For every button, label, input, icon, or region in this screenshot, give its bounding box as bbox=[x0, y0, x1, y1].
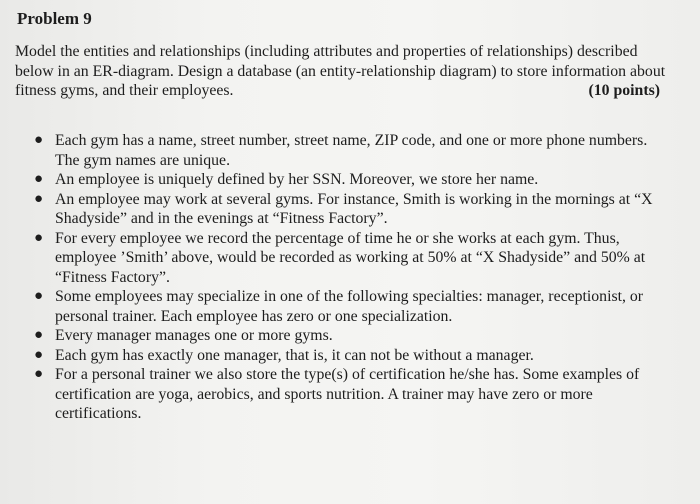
list-item bbox=[0, 170, 700, 190]
points-label: (10 points) bbox=[588, 82, 660, 99]
list-item bbox=[0, 287, 700, 326]
list-item-text: Each gym has exactly one manager, that is, it can not be without a manager. bbox=[55, 346, 534, 364]
problem-intro bbox=[15, 42, 680, 101]
list-item bbox=[0, 346, 700, 366]
list-item-text: Every manager manages one or more gyms. bbox=[55, 327, 333, 344]
list-item-text: For every employee we record the percentage of time he or she works at each gym. Thus, employee ’Smith’ above, would be recorded as working at 50% at “X Shadyside” and 50% at “Fitness Factory”. bbox=[55, 229, 646, 286]
list-item bbox=[0, 190, 700, 229]
list-item-text: Some employees may specialize in one of the following specialties: manager, receptionist, or personal trainer. Each employee has zero or one specialization. bbox=[55, 288, 644, 325]
list-item-text: For a personal trainer we also store the type(s) of certification he/she has. Some examples of certification are yoga, aerobics, and sports nutrition. A trainer may have zero or more certifications. bbox=[55, 366, 640, 422]
list-item bbox=[0, 326, 700, 346]
bullet-icon: ● bbox=[34, 346, 44, 363]
list-item-text: Each gym has a name, street number, street name, ZIP code, and one or more phone numbers. The gym names are unique. bbox=[55, 132, 648, 169]
list-item-text: An employee is uniquely defined by her SSN. Moreover, we store her name. bbox=[55, 171, 539, 188]
bullet-icon: ● bbox=[34, 171, 44, 187]
bullet-icon: ● bbox=[34, 288, 44, 304]
requirements-list bbox=[0, 131, 700, 424]
intro-text: Model the entities and relationships (including attributes and properties of relationships) described below in an ER-diagram. Design a database (an entity-relationship diagram) to store information about fitness gyms, and their employees. bbox=[15, 43, 666, 99]
bullet-icon: ● bbox=[34, 366, 44, 382]
bullet-icon: ● bbox=[34, 190, 44, 207]
bullet-icon: ● bbox=[34, 327, 44, 343]
list-item bbox=[0, 131, 700, 170]
list-item-text: An employee may work at several gyms. For instance, Smith is working in the mornings at “X Shadyside” and in the evenings at “Fitness Factory”. bbox=[55, 190, 653, 227]
bullet-icon: ● bbox=[34, 229, 44, 246]
list-item bbox=[0, 229, 700, 288]
problem-title: Problem 9 bbox=[17, 9, 92, 28]
bullet-icon: ● bbox=[34, 132, 44, 148]
list-item bbox=[0, 365, 700, 424]
